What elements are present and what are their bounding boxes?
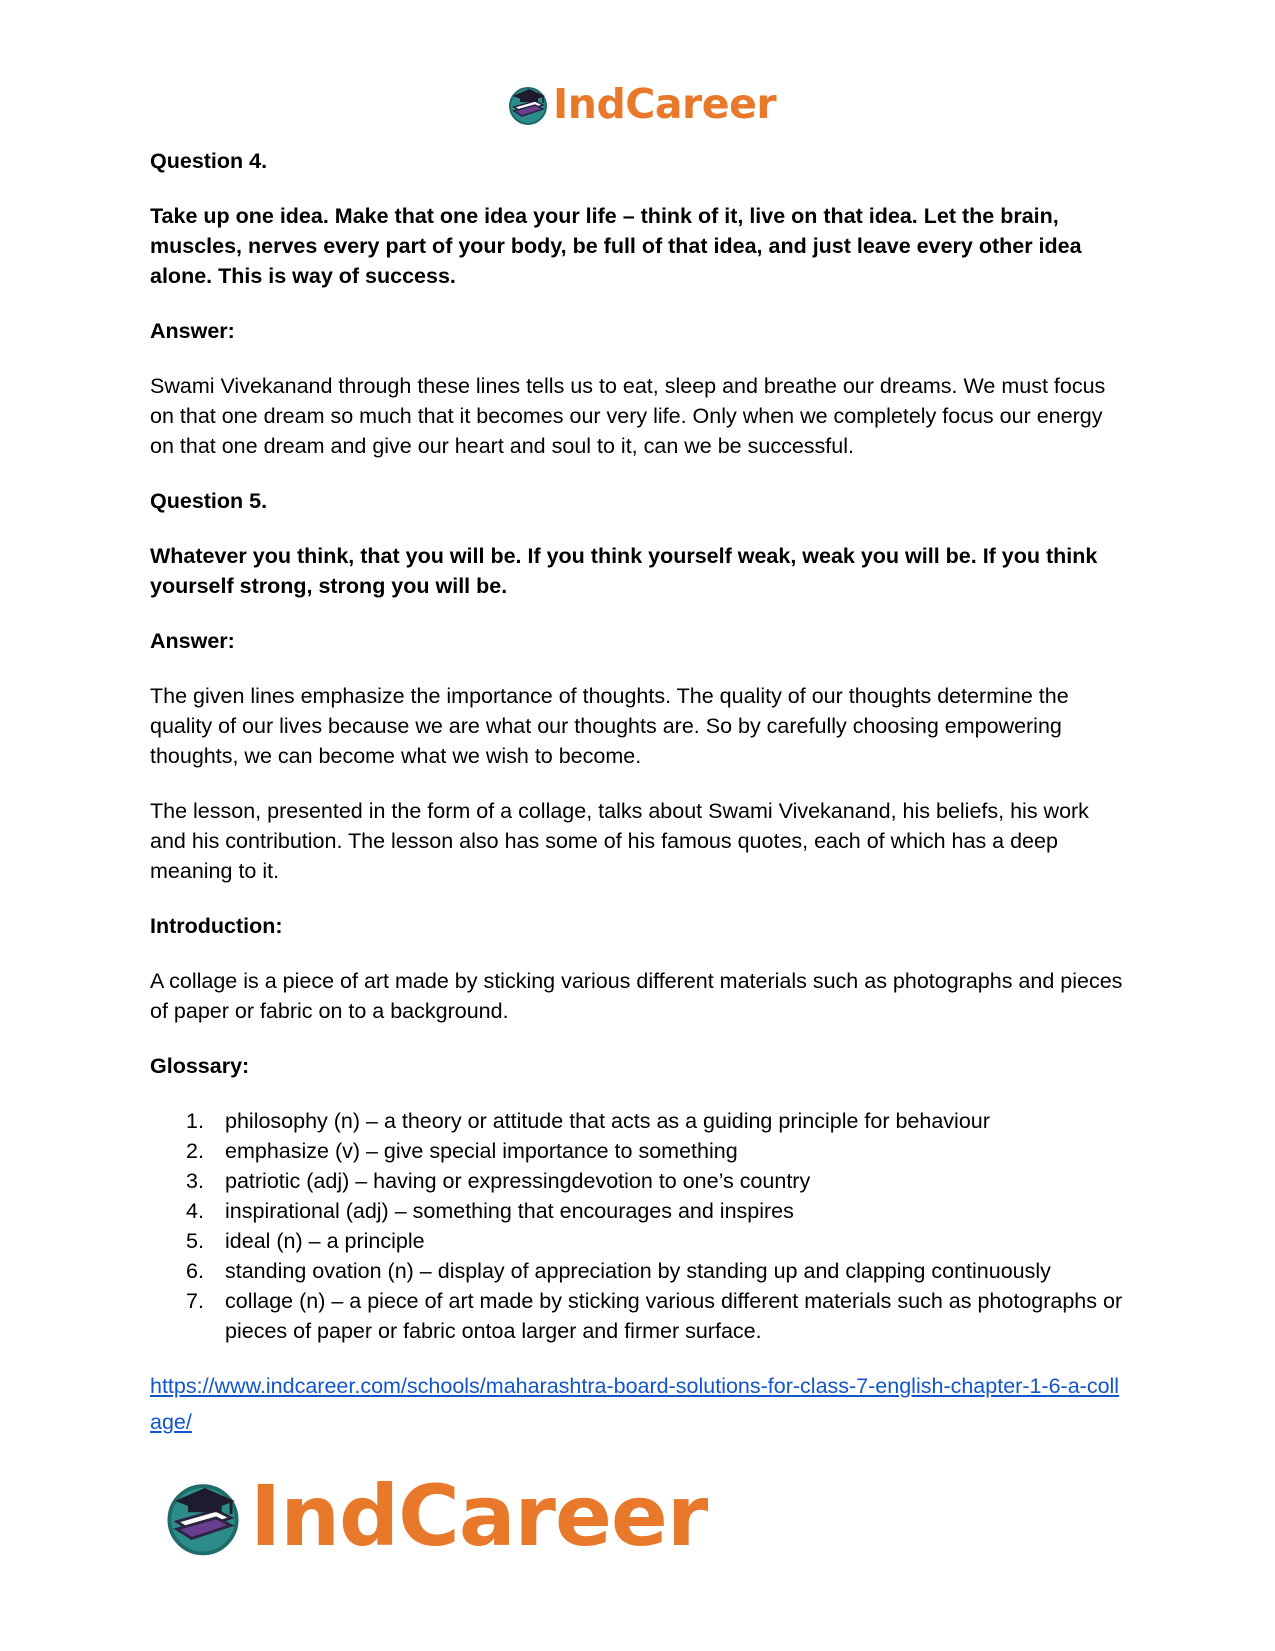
glossary-list	[150, 1106, 1130, 1346]
glossary-item-number: 5.	[186, 1229, 204, 1253]
graduation-cap-book-icon	[505, 81, 551, 127]
introduction-label: Introduction:	[150, 914, 283, 938]
glossary-item-number: 7.	[186, 1289, 204, 1313]
glossary-item	[186, 1196, 1130, 1226]
source-link[interactable]: https://www.indcareer.com/schools/maharashtra-board-solutions-for-class-7-english-chapter-1-6-a-collage/	[150, 1374, 1120, 1434]
answer-5-text: The given lines emphasize the importance of thoughts. The quality of our thoughts determine the quality of our lives because we are what our thoughts are. So by carefully choosing empowering thoughts, we can become what we wish to become.	[150, 684, 1069, 768]
glossary-item	[186, 1166, 1130, 1196]
glossary-item	[186, 1256, 1130, 1286]
answer-4-label: Answer:	[150, 319, 235, 343]
glossary-item	[186, 1226, 1130, 1256]
answer-5-label: Answer:	[150, 629, 235, 653]
glossary-item-number: 4.	[186, 1199, 204, 1223]
header-logo	[505, 80, 776, 128]
glossary-item-text: emphasize (v) – give special importance to something	[225, 1139, 738, 1163]
glossary-label: Glossary:	[150, 1054, 250, 1078]
glossary-item-number: 2.	[186, 1139, 204, 1163]
question-5-text: Whatever you think, that you will be. If you think yourself weak, weak you will be. If you think yourself strong, strong you will be.	[150, 544, 1098, 598]
glossary-item-text: collage (n) – a piece of art made by sticking various different materials such as photographs or pieces of paper or fabric ontoa larger and firmer surface.	[225, 1289, 1123, 1343]
graduation-cap-book-icon	[160, 1473, 246, 1559]
glossary-item-text: ideal (n) – a principle	[225, 1229, 425, 1253]
question-4-label: Question 4.	[150, 149, 268, 173]
lesson-summary: The lesson, presented in the form of a collage, talks about Swami Vivekanand, his beliefs, his work and his contribution. The lesson also has some of his famous quotes, each of which has a deep meaning to it.	[150, 799, 1089, 883]
glossary-item	[186, 1106, 1130, 1136]
document-body	[150, 146, 1130, 1440]
footer-logo	[160, 1468, 707, 1564]
logo-text: IndCareer	[553, 79, 777, 128]
introduction-text: A collage is a piece of art made by sticking various different materials such as photographs and pieces of paper or fabric on to a background.	[150, 969, 1123, 1023]
glossary-item	[186, 1136, 1130, 1166]
glossary-item-number: 3.	[186, 1169, 204, 1193]
question-5-label: Question 5.	[150, 489, 268, 513]
glossary-item-text: philosophy (n) – a theory or attitude that acts as a guiding principle for behaviour	[225, 1109, 990, 1133]
glossary-item-text: inspirational (adj) – something that encourages and inspires	[225, 1199, 794, 1223]
logo-text: IndCareer	[250, 1467, 708, 1565]
glossary-item-number: 6.	[186, 1259, 204, 1283]
question-4-text: Take up one idea. Make that one idea your life – think of it, live on that idea. Let the brain, muscles, nerves every part of your body, be full of that idea, and just leave every other idea alone. This is way of success.	[150, 204, 1082, 288]
glossary-item-number: 1.	[186, 1109, 204, 1133]
glossary-item-text: patriotic (adj) – having or expressingdevotion to one’s country	[225, 1169, 811, 1193]
answer-4-text: Swami Vivekanand through these lines tells us to eat, sleep and breathe our dreams. We must focus on that one dream so much that it becomes our very life. Only when we completely focus our energy on that one dream and give our heart and soul to it, can we be successful.	[150, 374, 1106, 458]
glossary-item-text: standing ovation (n) – display of appreciation by standing up and clapping continuously	[225, 1259, 1051, 1283]
glossary-item	[186, 1286, 1130, 1346]
